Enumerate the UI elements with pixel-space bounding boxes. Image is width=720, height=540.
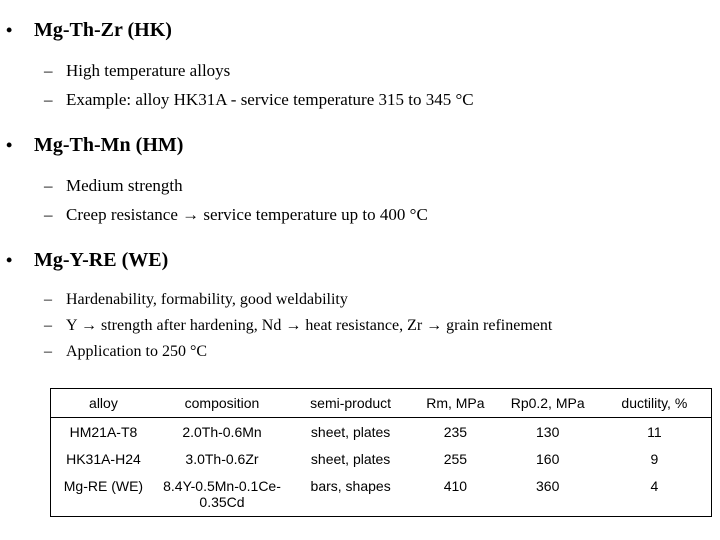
column-header-rm: Rm, MPa bbox=[413, 389, 498, 418]
bullet-icon: • bbox=[6, 135, 13, 155]
table-cell: 160 bbox=[536, 451, 560, 467]
table-header-row bbox=[51, 389, 712, 418]
alloy-table bbox=[50, 388, 712, 517]
table-cell: 235 bbox=[443, 424, 468, 440]
table-cell: 4 bbox=[650, 478, 659, 494]
table-cell: 360 bbox=[536, 478, 560, 494]
table-cell: HK31A-H24 bbox=[66, 451, 141, 467]
table-cell: 130 bbox=[536, 424, 560, 440]
table-cell: 11 bbox=[647, 424, 662, 440]
column-header-rp02: Rp0.2, MPa bbox=[498, 389, 598, 418]
dash-icon: – bbox=[44, 291, 52, 308]
table-cell: bars, shapes bbox=[310, 478, 391, 494]
dash-icon: – bbox=[44, 317, 52, 334]
section-heading-we: • Mg-Y-RE (WE) bbox=[6, 249, 169, 271]
table-cell: 8.4Y-0.5Mn-0.1Ce-0.35Cd bbox=[163, 478, 281, 510]
bullet-icon: • bbox=[6, 250, 13, 270]
dash-icon: – bbox=[44, 343, 52, 360]
table-cell: 9 bbox=[650, 451, 659, 467]
bullet-item: – Y → strength after hardening, Nd → heat resistance, Zr → grain refinement bbox=[44, 315, 552, 337]
bullet-item: – Medium strength bbox=[44, 176, 183, 195]
table-cell: 2.0Th-0.6Mn bbox=[182, 424, 262, 440]
bullet-item: – Example: alloy HK31A - service temperature 315 to 345 °C bbox=[44, 90, 474, 109]
table-row bbox=[51, 472, 712, 517]
bullet-item: – Hardenability, formability, good weldability bbox=[44, 289, 348, 311]
column-header-semi-product: semi-product bbox=[288, 389, 413, 418]
table-row bbox=[51, 445, 712, 472]
bullet-item: – Application to 250 °C bbox=[44, 341, 207, 363]
table-cell: 410 bbox=[443, 478, 468, 494]
bullet-item: – Creep resistance → service temperature up to 400 °C bbox=[44, 205, 428, 224]
dash-icon: – bbox=[44, 61, 53, 80]
table-cell: HM21A-T8 bbox=[69, 424, 138, 440]
column-header-composition: composition bbox=[156, 389, 288, 418]
bullet-item: – High temperature alloys bbox=[44, 61, 231, 80]
table-row bbox=[51, 418, 712, 446]
table-cell: 255 bbox=[443, 451, 468, 467]
table-cell: Mg-RE (WE) bbox=[63, 478, 144, 494]
dash-icon: – bbox=[44, 90, 53, 109]
table-cell: sheet, plates bbox=[310, 424, 391, 440]
table-cell: sheet, plates bbox=[310, 451, 391, 467]
dash-icon: – bbox=[44, 176, 53, 195]
column-header-alloy: alloy bbox=[51, 389, 156, 418]
section-heading-hm: • Mg-Th-Mn (HM) bbox=[6, 134, 184, 156]
table-cell: 3.0Th-0.6Zr bbox=[185, 451, 259, 467]
section-heading-hk: • Mg-Th-Zr (HK) bbox=[6, 19, 172, 41]
bullet-icon: • bbox=[6, 20, 13, 40]
dash-icon: – bbox=[44, 205, 53, 224]
column-header-ductility: ductility, % bbox=[598, 389, 712, 418]
